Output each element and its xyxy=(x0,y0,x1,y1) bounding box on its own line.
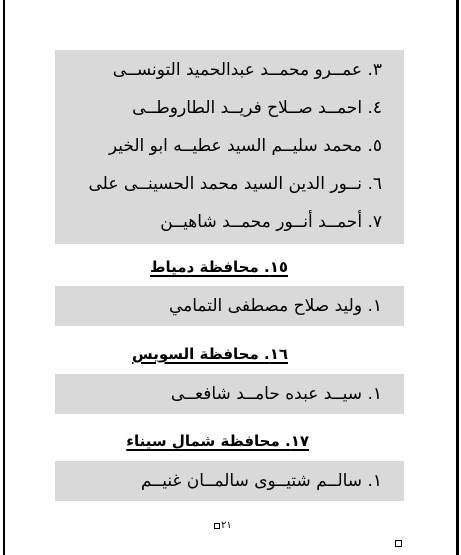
square-icon xyxy=(214,523,220,529)
section-heading-suez: ١٦. محافظة السويس xyxy=(132,345,288,363)
section-box-north-sinai xyxy=(55,461,404,501)
corner-square-icon xyxy=(395,540,402,547)
list-item: ٧. أحمــد أنــور محمــد شاهيــن xyxy=(160,212,382,232)
list-item: ٦. نــور الدين السيد محمد الحسينــى على xyxy=(88,174,382,194)
page-number-text: ٢١ xyxy=(221,520,232,531)
section-box-damietta xyxy=(55,286,404,326)
list-item: ١. وليد صلاح مصطفى التمامي xyxy=(168,296,382,316)
section-heading-north-sinai: ١٧. محافظة شمال سيناء xyxy=(126,432,309,450)
list-item: ٣. عمــرو محمــد عبدالحميد التونســى xyxy=(112,60,382,80)
section-heading-damietta: ١٥. محافظة دمياط xyxy=(149,258,288,276)
names-list-block xyxy=(55,50,404,244)
page-border-right xyxy=(456,0,459,555)
page-border-left xyxy=(3,0,5,555)
list-item: ٤. احمــد صــلاح فريــد الطاروطــى xyxy=(132,98,382,118)
list-item: ١. سيــد عبده حامــد شافعــى xyxy=(170,384,382,404)
section-box-suez xyxy=(55,374,404,414)
page-number xyxy=(214,520,232,531)
list-item: ١. سالــم شتيــوى سالمــان غنيــم xyxy=(140,471,382,491)
list-item: ٥. محمد سليــم السيد عطيــه ابو الخير xyxy=(108,136,382,156)
